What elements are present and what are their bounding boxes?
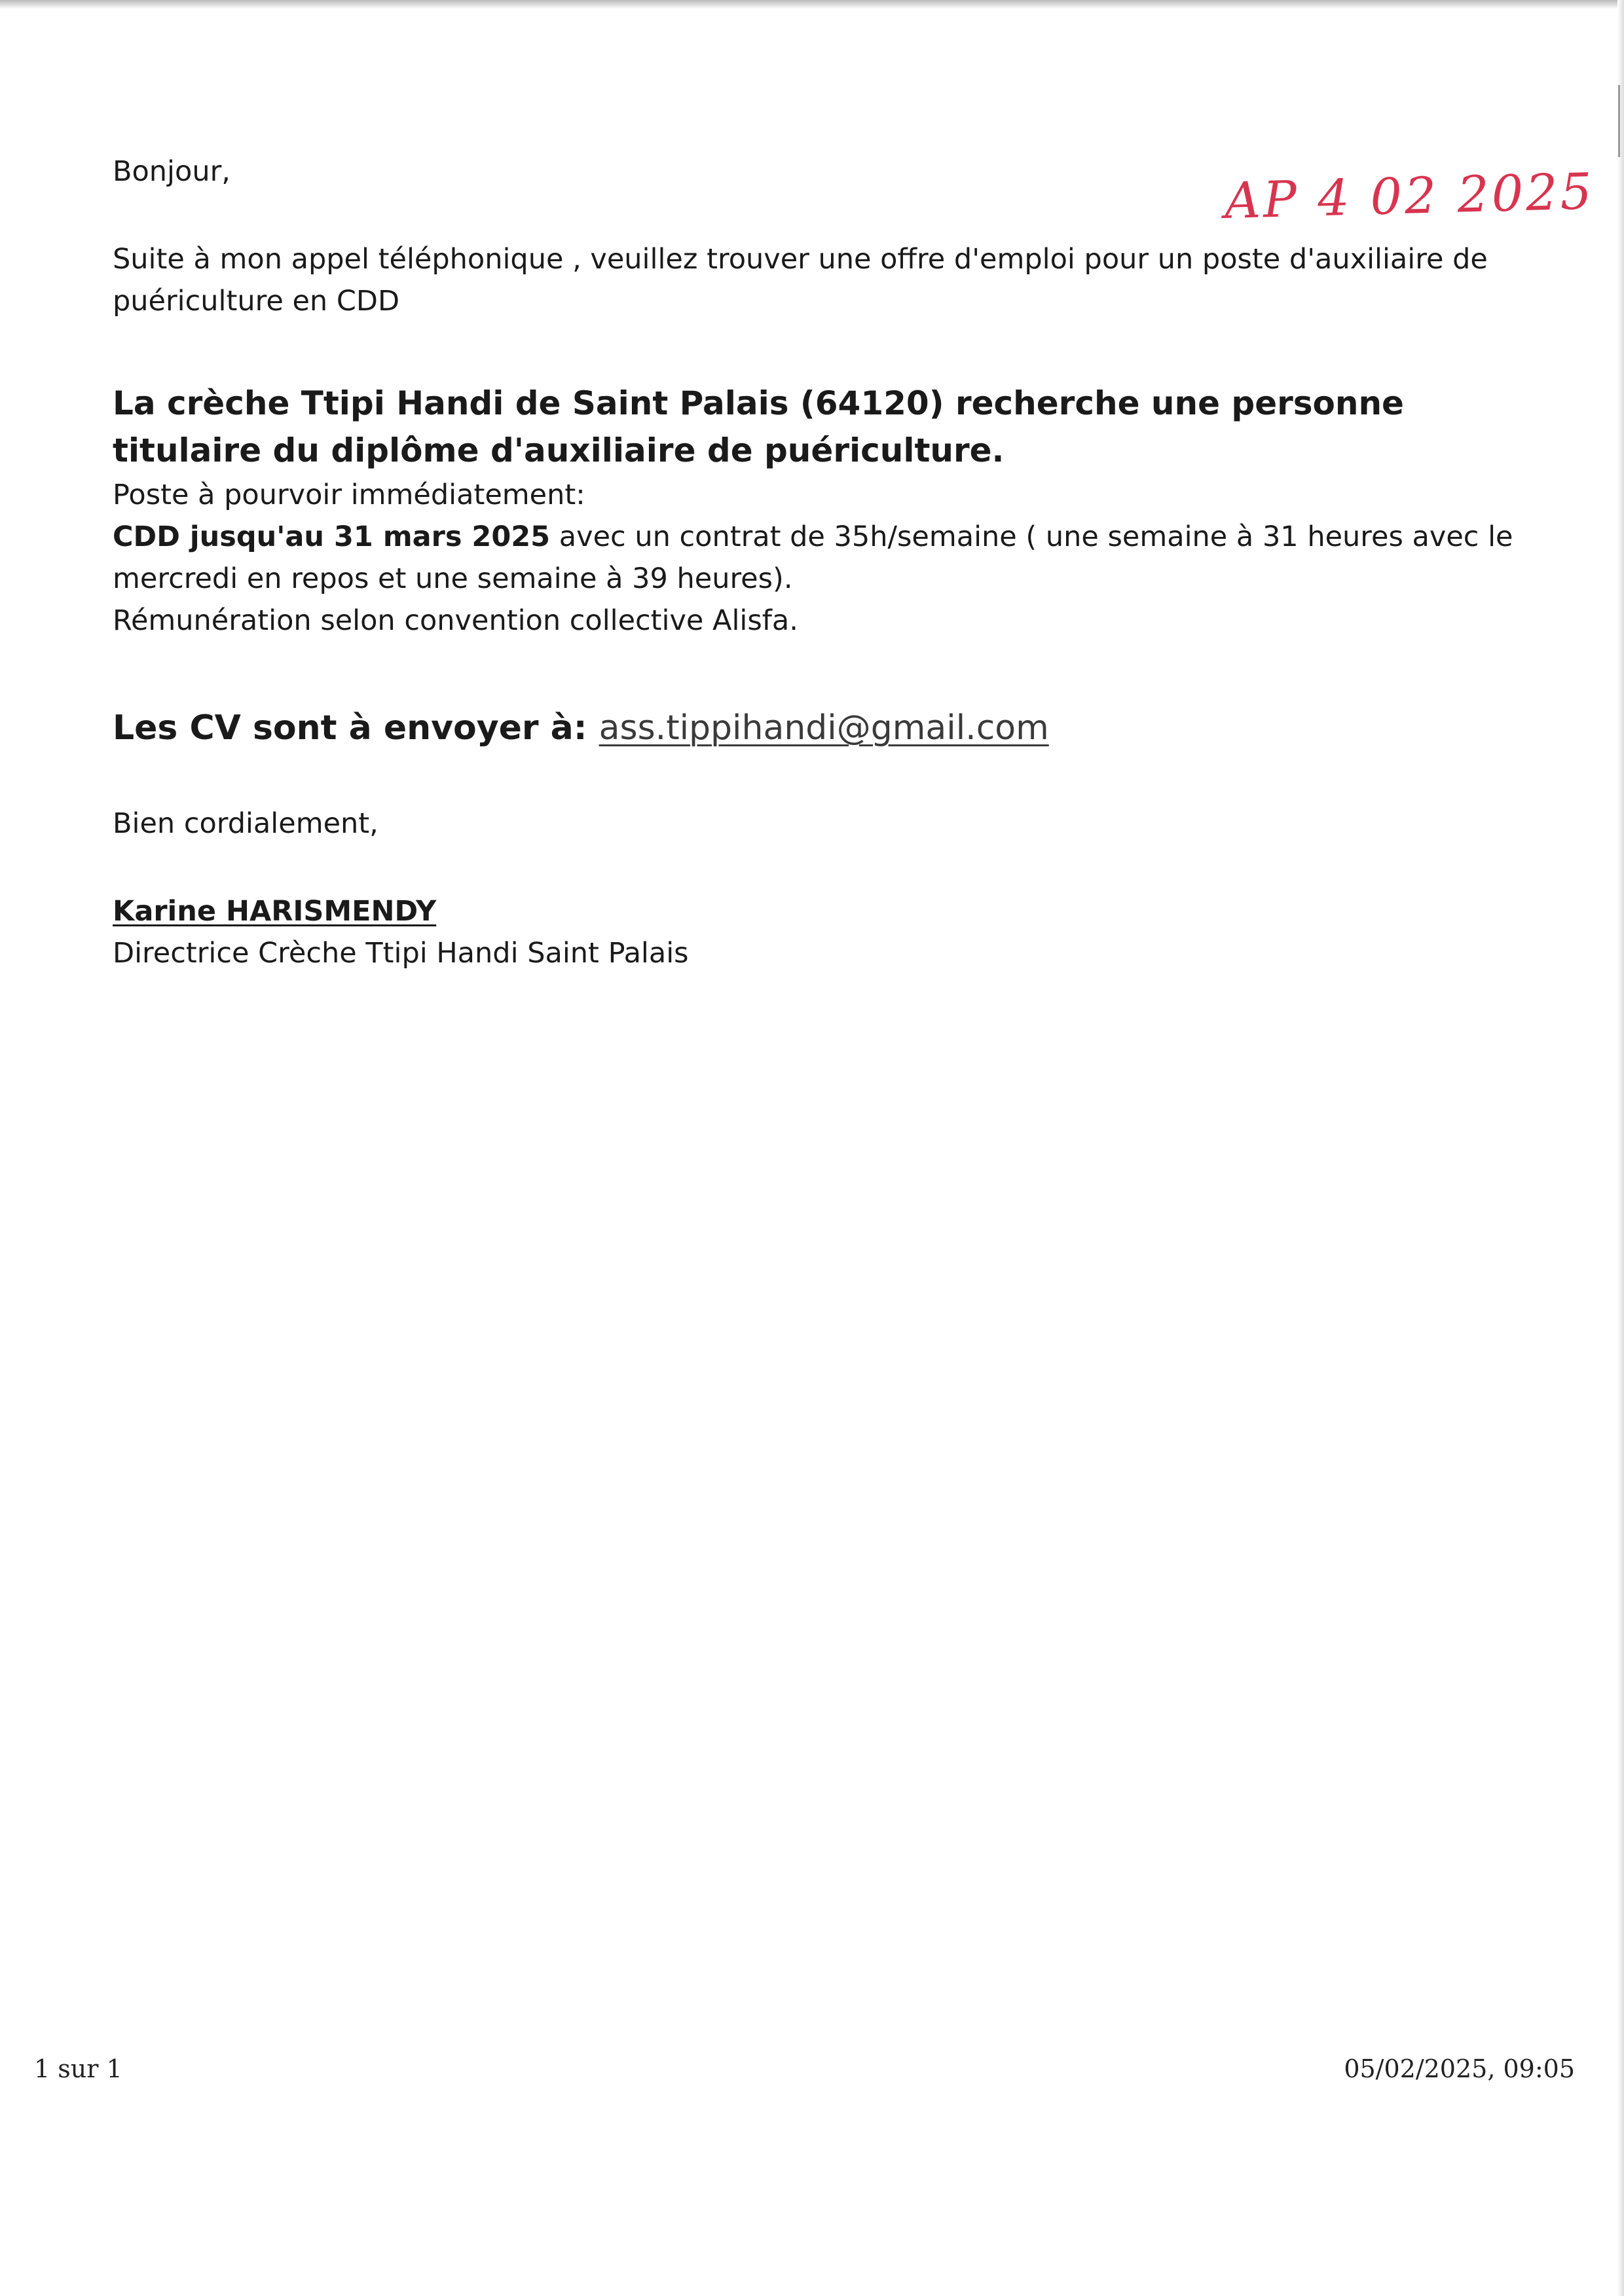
post-availability: Poste à pourvoir immédiatement: <box>113 479 585 511</box>
scan-edge-mark <box>1618 85 1620 157</box>
signature-block <box>113 890 1521 932</box>
scan-edge-right <box>1617 0 1624 2296</box>
cv-email-link[interactable]: ass.tippihandi@gmail.com <box>599 708 1049 748</box>
page-counter: 1 sur 1 <box>34 2054 122 2083</box>
letter-body <box>113 151 1521 974</box>
print-timestamp: 05/02/2025, 09:05 <box>1344 2054 1575 2083</box>
greeting: Bonjour, <box>113 155 231 188</box>
closing: Bien cordialement, <box>113 807 378 840</box>
contract-dates: CDD jusqu'au 31 mars 2025 <box>113 520 551 553</box>
scan-edge-top <box>0 0 1624 9</box>
contract-details <box>113 516 1521 600</box>
handwritten-date-annotation: AP 4 02 2025 <box>1223 162 1595 230</box>
signer-name: Karine HARISMENDY <box>113 895 437 928</box>
cv-instructions <box>113 704 1521 752</box>
job-headline: La crèche Ttipi Handi de Saint Palais (64120) recherche une personne titulaire du diplôme d'auxiliaire de puériculture. <box>113 384 1404 469</box>
intro-paragraph: Suite à mon appel téléphonique , veuillez trouver une offre d'emploi pour un poste d'auxiliaire de puériculture en CDD <box>113 243 1497 318</box>
remuneration: Rémunération selon convention collective Alisfa. <box>113 604 798 637</box>
signer-title: Directrice Crèche Ttipi Handi Saint Palais <box>113 937 689 970</box>
cv-label: Les CV sont à envoyer à: <box>113 708 599 748</box>
contract-terms: avec un contrat de 35h/semaine ( une semaine à 31 heures avec le mercredi en repos et une semaine à 39 heures). <box>113 520 1522 595</box>
